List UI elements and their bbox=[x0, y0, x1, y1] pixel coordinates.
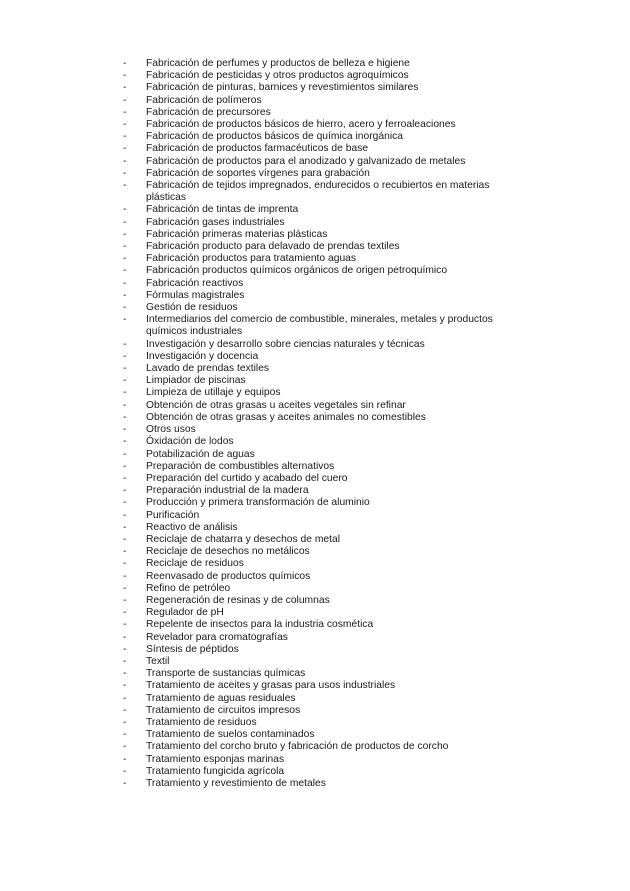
list-item-text: Fabricación de precursores bbox=[146, 106, 271, 118]
list-bullet: - bbox=[123, 265, 127, 277]
list-bullet: - bbox=[123, 277, 127, 289]
list-item-text: Gestión de residuos bbox=[146, 302, 238, 314]
list-item-text: Reciclaje de desechos no metálicos bbox=[146, 546, 310, 558]
list-item bbox=[0, 619, 630, 631]
list-item bbox=[0, 107, 630, 119]
list-bullet: - bbox=[123, 106, 127, 118]
list-item-text: Potabilización de aguas bbox=[146, 448, 255, 460]
list-item-text: Tratamiento esponjas marinas bbox=[146, 753, 285, 765]
list-item-text: Obtención de otras grasas u aceites vegetales sin refinar bbox=[146, 399, 406, 411]
list-item-text: Tratamiento de circuitos impresos bbox=[146, 704, 301, 716]
list-item-text: Fabricación productos químicos orgánicos de origen petroquímico bbox=[146, 265, 448, 277]
list-item-text: Tratamiento de aguas residuales bbox=[146, 692, 296, 704]
list-bullet: - bbox=[123, 448, 127, 460]
list-bullet: - bbox=[123, 765, 127, 777]
list-item-text: Otros usos bbox=[146, 424, 196, 436]
list-bullet: - bbox=[123, 643, 127, 655]
list-item-text: Tratamiento de residuos bbox=[146, 716, 257, 728]
list-bullet: - bbox=[123, 436, 127, 448]
list-bullet: - bbox=[123, 716, 127, 728]
list-item-text: Textil bbox=[146, 655, 170, 667]
list-item-text: Fabricación reactivos bbox=[146, 277, 244, 289]
list-item bbox=[0, 510, 630, 522]
list-item bbox=[0, 656, 630, 668]
list-bullet: - bbox=[123, 594, 127, 606]
list-item-text: Tratamiento y revestimiento de metales bbox=[146, 777, 326, 789]
list-item bbox=[0, 70, 630, 82]
list-bullet: - bbox=[123, 411, 127, 423]
list-item-text: Síntesis de péptidos bbox=[146, 643, 239, 655]
list-item bbox=[0, 82, 630, 94]
list-item bbox=[0, 729, 630, 741]
list-item bbox=[0, 668, 630, 680]
list-bullet: - bbox=[123, 180, 127, 192]
list-item-text: Preparación de combustibles alternativos bbox=[146, 460, 335, 472]
usage-list bbox=[0, 58, 630, 790]
list-bullet: - bbox=[123, 570, 127, 582]
list-item bbox=[0, 168, 630, 180]
list-item bbox=[0, 412, 630, 424]
list-item bbox=[0, 119, 630, 131]
list-item bbox=[0, 424, 630, 436]
list-item bbox=[0, 131, 630, 143]
list-item-text: Fabricación de productos básicos de química inorgánica bbox=[146, 131, 403, 143]
list-bullet: - bbox=[123, 399, 127, 411]
list-item bbox=[0, 449, 630, 461]
list-item-text: Reciclaje de chatarra y desechos de metal bbox=[146, 533, 341, 545]
list-bullet: - bbox=[123, 729, 127, 741]
list-bullet: - bbox=[123, 289, 127, 301]
list-bullet: - bbox=[123, 94, 127, 106]
list-item-text: Fabricación de perfumes y productos de belleza e higiene bbox=[146, 58, 410, 69]
list-bullet: - bbox=[123, 607, 127, 619]
list-item-text: Fabricación de soportes vírgenes para grabación bbox=[146, 167, 370, 179]
list-bullet: - bbox=[123, 228, 127, 240]
list-item bbox=[0, 278, 630, 290]
list-item-text: Fabricación de productos farmacéuticos de base bbox=[146, 143, 369, 155]
list-bullet: - bbox=[123, 533, 127, 545]
list-item-text: Fabricación de pesticidas y otros productos agroquímicos bbox=[146, 70, 409, 82]
list-bullet: - bbox=[123, 521, 127, 533]
list-bullet: - bbox=[123, 82, 127, 94]
list-item-text: Investigación y desarrollo sobre ciencias naturales y técnicas bbox=[146, 338, 425, 350]
list-item-text: Fabricación de polímeros bbox=[146, 94, 262, 106]
list-bullet: - bbox=[123, 363, 127, 375]
list-item bbox=[0, 375, 630, 387]
list-bullet: - bbox=[123, 741, 127, 753]
list-item-text: Fabricación gases industriales bbox=[146, 216, 285, 228]
list-item-text: Reactivo de análisis bbox=[146, 521, 238, 533]
list-bullet: - bbox=[123, 619, 127, 631]
list-bullet: - bbox=[123, 509, 127, 521]
list-item-text: Producción y primera transformación de aluminio bbox=[146, 497, 370, 509]
list-bullet: - bbox=[123, 558, 127, 570]
list-bullet: - bbox=[123, 692, 127, 704]
list-item-text: Fabricación primeras materias plásticas bbox=[146, 228, 328, 240]
list-item-text: Limpiador de piscinas bbox=[146, 375, 246, 387]
list-bullet: - bbox=[123, 631, 127, 643]
list-item bbox=[0, 229, 630, 241]
list-bullet: - bbox=[123, 338, 127, 350]
list-item-text: Óxidación de lodos bbox=[146, 436, 234, 448]
list-bullet: - bbox=[123, 253, 127, 265]
list-bullet: - bbox=[123, 472, 127, 484]
list-item-text: Intermediarios del comercio de combustible, minerales, metales y productos químicos industriales bbox=[146, 314, 493, 338]
list-bullet: - bbox=[123, 314, 127, 326]
list-bullet: - bbox=[123, 241, 127, 253]
list-item bbox=[0, 766, 630, 778]
list-item-text: Repelente de insectos para la industria cosmética bbox=[146, 619, 374, 631]
list-item-text: Regeneración de resinas y de columnas bbox=[146, 594, 330, 606]
list-item bbox=[0, 204, 630, 216]
list-item-text: Tratamiento de aceites y grasas para usos industriales bbox=[146, 680, 396, 692]
list-item-text: Fabricación productos para tratamiento aguas bbox=[146, 253, 357, 265]
list-bullet: - bbox=[123, 119, 127, 131]
list-bullet: - bbox=[123, 497, 127, 509]
list-item-text: Reenvasado de productos químicos bbox=[146, 570, 311, 582]
list-item bbox=[0, 253, 630, 265]
list-item bbox=[0, 217, 630, 229]
list-bullet: - bbox=[123, 704, 127, 716]
list-bullet: - bbox=[123, 204, 127, 216]
list-item bbox=[0, 741, 630, 753]
list-bullet: - bbox=[123, 387, 127, 399]
list-bullet: - bbox=[123, 582, 127, 594]
list-item-text: Tratamiento fungicida agrícola bbox=[146, 765, 285, 777]
list-item bbox=[0, 546, 630, 558]
list-item-text: Fabricación de tejidos impregnados, endurecidos o recubiertos en materias plásticas bbox=[146, 180, 490, 204]
list-item-text: Fórmulas magistrales bbox=[146, 289, 245, 301]
list-item bbox=[0, 290, 630, 302]
list-item bbox=[0, 241, 630, 253]
list-bullet: - bbox=[123, 680, 127, 692]
list-item bbox=[0, 339, 630, 351]
list-item-text: Revelador para cromatografías bbox=[146, 631, 288, 643]
list-item bbox=[0, 534, 630, 546]
list-bullet: - bbox=[123, 70, 127, 82]
list-item-text: Lavado de prendas textiles bbox=[146, 363, 270, 375]
list-item bbox=[0, 595, 630, 607]
list-bullet: - bbox=[123, 350, 127, 362]
list-item bbox=[0, 632, 630, 644]
list-item bbox=[0, 680, 630, 692]
list-item bbox=[0, 363, 630, 375]
list-item bbox=[0, 754, 630, 766]
list-item-text: Fabricación producto para delavado de prendas textiles bbox=[146, 241, 400, 253]
list-item bbox=[0, 302, 630, 314]
list-bullet: - bbox=[123, 460, 127, 472]
list-bullet: - bbox=[123, 131, 127, 143]
list-bullet: - bbox=[123, 655, 127, 667]
list-item bbox=[0, 180, 630, 204]
list-bullet: - bbox=[123, 546, 127, 558]
list-item-text: Fabricación de productos básicos de hierro, acero y ferroaleaciones bbox=[146, 119, 456, 131]
list-item-text: Limpieza de utillaje y equipos bbox=[146, 387, 281, 399]
list-item-text: Investigación y docencia bbox=[146, 350, 259, 362]
list-item bbox=[0, 497, 630, 509]
list-item-text: Fabricación de productos para el anodizado y galvanizado de metales bbox=[146, 155, 466, 167]
list-item-text: Preparación del curtido y acabado del cuero bbox=[146, 472, 348, 484]
list-item bbox=[0, 522, 630, 534]
list-bullet: - bbox=[123, 58, 127, 69]
list-item bbox=[0, 717, 630, 729]
list-bullet: - bbox=[123, 155, 127, 167]
list-item-text: Fabricación de pinturas, barnices y revestimientos similares bbox=[146, 82, 419, 94]
list-item bbox=[0, 644, 630, 656]
list-item bbox=[0, 436, 630, 448]
list-item-text: Reciclaje de residuos bbox=[146, 558, 244, 570]
list-bullet: - bbox=[123, 302, 127, 314]
list-item bbox=[0, 607, 630, 619]
list-item bbox=[0, 693, 630, 705]
list-item-text: Regulador de pH bbox=[146, 607, 224, 619]
list-item bbox=[0, 461, 630, 473]
list-bullet: - bbox=[123, 375, 127, 387]
list-item-text: Fabricación de tintas de imprenta bbox=[146, 204, 299, 216]
list-item bbox=[0, 778, 630, 790]
list-item bbox=[0, 583, 630, 595]
list-item bbox=[0, 705, 630, 717]
list-bullet: - bbox=[123, 668, 127, 680]
list-bullet: - bbox=[123, 753, 127, 765]
list-item bbox=[0, 143, 630, 155]
list-item bbox=[0, 558, 630, 570]
list-item-text: Transporte de sustancias químicas bbox=[146, 668, 306, 680]
list-item bbox=[0, 351, 630, 363]
list-item bbox=[0, 400, 630, 412]
list-item bbox=[0, 58, 630, 70]
list-item bbox=[0, 314, 630, 338]
list-bullet: - bbox=[123, 216, 127, 228]
list-item-text: Preparación industrial de la madera bbox=[146, 485, 309, 497]
list-item-text: Obtención de otras grasas y aceites animales no comestibles bbox=[146, 411, 426, 423]
list-item bbox=[0, 95, 630, 107]
list-bullet: - bbox=[123, 143, 127, 155]
list-item bbox=[0, 485, 630, 497]
list-item-text: Tratamiento de suelos contaminados bbox=[146, 729, 315, 741]
list-item-text: Refino de petróleo bbox=[146, 582, 231, 594]
list-item-text: Tratamiento del corcho bruto y fabricación de productos de corcho bbox=[146, 741, 449, 753]
list-item bbox=[0, 265, 630, 277]
list-item bbox=[0, 571, 630, 583]
list-item bbox=[0, 156, 630, 168]
list-item bbox=[0, 473, 630, 485]
list-item-text: Purificación bbox=[146, 509, 200, 521]
list-bullet: - bbox=[123, 424, 127, 436]
list-bullet: - bbox=[123, 167, 127, 179]
list-bullet: - bbox=[123, 777, 127, 789]
list-item bbox=[0, 387, 630, 399]
list-bullet: - bbox=[123, 485, 127, 497]
